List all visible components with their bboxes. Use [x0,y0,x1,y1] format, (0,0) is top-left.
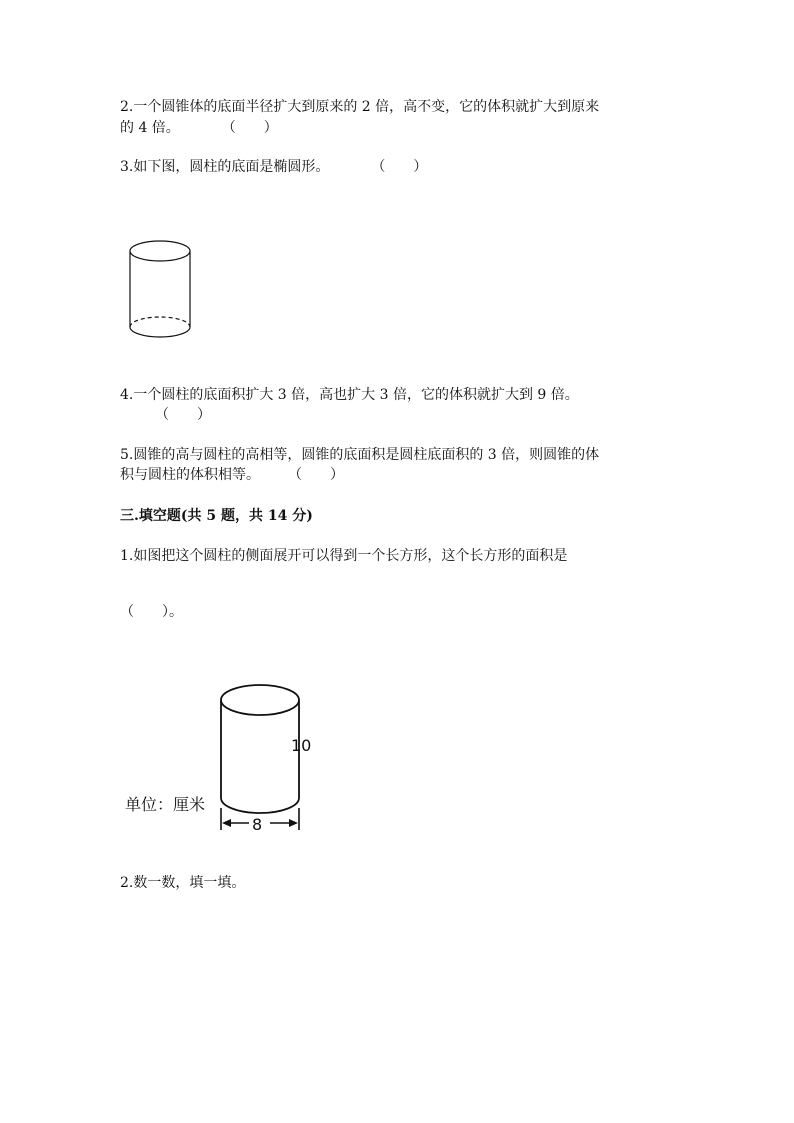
question-5-line-2: 积与圆柱的体积相等。 （ ） [120,467,344,483]
height-label: 10 [291,736,312,755]
section-3-heading: 三.填空题(共 5 题，共 14 分) [120,508,313,524]
question-3-text: 3.如下图，圆柱的底面是椭圆形。 （ ） [120,159,428,175]
diameter-label: 8 [252,815,263,834]
question-2-line-1: 2.一个圆锥体的底面半径扩大到原来的 2 倍，高不变，它的体积就扩大到原来 [120,99,600,115]
question-4-line-1: 4.一个圆柱的底面积扩大 3 倍，高也扩大 3 倍，它的体积就扩大到 9 倍。 [120,387,579,403]
cylinder-figure-q3 [125,234,199,344]
question-5-line-1: 5.圆锥的高与圆柱的高相等，圆锥的底面积是圆柱底面积的 3 倍，则圆锥的体 [120,447,600,463]
question-4-line-2: （ ） [120,407,211,423]
unit-label: 单位：厘米 [125,795,206,814]
fill-question-1-line-1: 1.如图把这个圆柱的侧面展开可以得到一个长方形，这个长方形的面积是 [120,548,568,564]
cylinder-figure-dimensions [214,680,310,836]
fill-question-2-text: 2.数一数，填一填。 [120,875,246,891]
question-2-line-2: 的 4 倍。 （ ） [120,120,278,136]
fill-question-1-line-2: （ ）。 [120,604,183,620]
